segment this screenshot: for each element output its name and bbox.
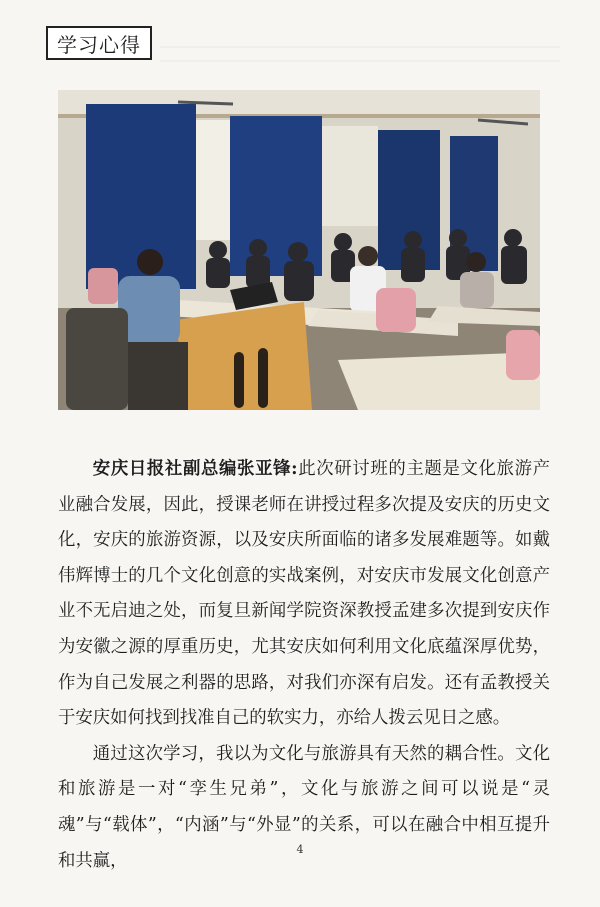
section-title: 学习心得 [46,26,152,60]
paragraph-text: 通过这次学习，我以为文化与旅游具有天然的耦合性。文化和旅游是一对“孪生兄弟”，文化与旅游之间可以说是“灵魂”与“载体”，“内涵”与“外显”的关系，可以在融合中相互提升和共赢， [58,743,550,871]
bleed-through-text [160,34,560,74]
paragraph-text: 此次研讨班的主题是文化旅游产业融合发展，因此，授课老师在讲授过程多次提及安庆的历史文化，安庆的旅游资源，以及安庆所面临的诸多发展难题等。如戴伟辉博士的几个文化创意的实战案例，对安庆市发展文化创意产业不无启迪之处，而复旦新闻学院资深教授孟建多次提到安庆作为安徽之源的厚重历史，尤其安庆如何利用文化底蕴深厚优势，作为自己发展之利器的思路，对我们亦深有启发。还有孟教授关于安庆如何找到找准自己的软实力，亦给人拨云见日之感。 [58,459,550,729]
paragraph-1 [58,452,550,737]
seminar-classroom-photo-icon [58,90,540,410]
paragraph-2 [58,737,550,879]
seminar-photo [58,90,540,410]
article-body [58,452,550,879]
author-attribution: 安庆日报社副总编张亚锋: [92,459,298,479]
page-number: 4 [296,843,304,856]
